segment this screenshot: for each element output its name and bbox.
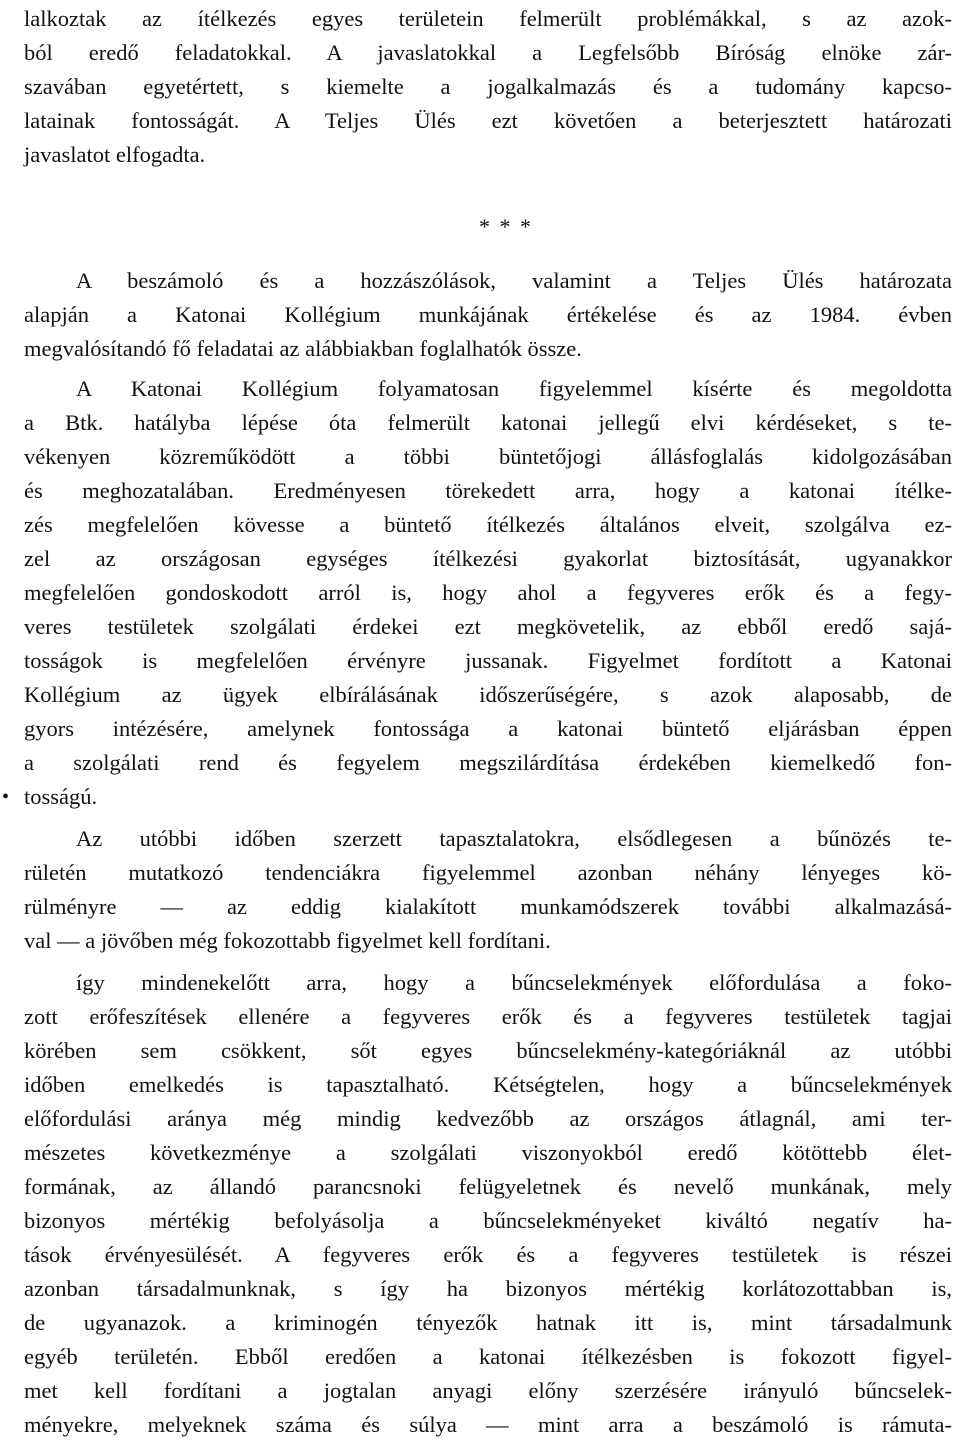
- text-line-content: tosságú.: [24, 784, 98, 809]
- paragraph-1: [24, 2, 952, 172]
- text-line: megvalósítandó fő feladatai az alábbiakban foglalhatók össze.: [24, 336, 582, 361]
- text-line: formának, az állandó parancsnoki felügyeletnek és nevelő munkának, mely: [24, 1174, 952, 1199]
- text-line: bizonyos mértékig befolyásolja a bűncselekményeket kiváltó negatív ha-: [24, 1208, 952, 1233]
- text-line: de ugyanazok. a kriminogén tényezők hatnak itt is, mint társadalmunk: [24, 1310, 952, 1335]
- text-line: veres testületek szolgálati érdekei ezt megkövetelik, az ebből eredő sajá-: [24, 614, 952, 639]
- text-line: időben emelkedés is tapasztalható. Kétségtelen, hogy a bűncselekmények: [24, 1072, 952, 1097]
- text-line: lalkoztak az ítélkezés egyes területein felmerült problémákkal, s az azok-: [24, 6, 952, 31]
- text-line: előfordulási aránya még mindig kedvezőbb az országos átlagnál, ami ter-: [24, 1106, 952, 1131]
- text-line: A beszámoló és a hozzászólások, valamint a Teljes Ülés határozata: [76, 268, 952, 293]
- text-line: szavában egyetértett, s kiemelte a jogalkalmazás és a tudomány kapcso-: [24, 74, 952, 99]
- text-line: rülményre — az eddig kialakított munkamódszerek további alkalmazásá-: [24, 894, 952, 919]
- text-line: javaslatot elfogadta.: [24, 142, 206, 167]
- text-line: a Btk. hatályba lépése óta felmerült katonai jellegű elvi kérdéseket, s te-: [24, 410, 952, 435]
- text-line: így mindenekelőtt arra, hogy a bűncselekmények előfordulása a foko-: [76, 970, 952, 995]
- text-line: gyors intézésére, amelynek fontossága a katonai büntető eljárásban éppen: [24, 716, 952, 741]
- text-line: zel az országosan egységes ítélkezési gyakorlat biztosítását, ugyanakkor: [24, 546, 952, 571]
- text-line: zés megfelelően kövesse a büntető ítélkezés általános elveit, szolgálva ez-: [24, 512, 952, 537]
- text-line: tások érvényesülését. A fegyveres erők és a fegyveres testületek is részei: [24, 1242, 952, 1267]
- text-line: azonban társadalmunknak, s így ha bizonyos mértékig korlátozottabban is,: [24, 1276, 952, 1301]
- text-line: tosságok is megfelelően érvényre jussanak. Figyelmet fordított a Katonai: [24, 648, 952, 673]
- text-line: a szolgálati rend és fegyelem megszilárdítása érdekében kiemelkedő fon-: [24, 750, 952, 775]
- text-line: A Katonai Kollégium folyamatosan figyelemmel kísérte és megoldotta: [76, 376, 952, 401]
- bullet-icon: •: [2, 786, 10, 808]
- text-line: Az utóbbi időben szerzett tapasztalatokra, elsődlegesen a bűnözés te-: [76, 826, 952, 851]
- text-line: Kollégium az ügyek elbírálásának időszerűségére, s azok alaposabb, de: [24, 682, 952, 707]
- text-line: mészetes következménye a szolgálati viszonyokból eredő kötöttebb élet-: [24, 1140, 952, 1165]
- text-line: és meghozatalában. Eredményesen törekedett arra, hogy a katonai ítélke-: [24, 478, 952, 503]
- text-line: latainak fontosságát. A Teljes Ülés ezt követően a beterjesztett határozati: [24, 108, 952, 133]
- text-line: rületén mutatkozó tendenciákra figyelemmel azonban néhány lényeges kö-: [24, 860, 952, 885]
- paragraph-5: [24, 966, 952, 1442]
- text-line: vékenyen közreműködött a többi büntetőjogi állásfoglalás kidolgozásában: [24, 444, 952, 469]
- section-separator: * * *: [479, 214, 533, 239]
- text-line: körében sem csökkent, sőt egyes bűncselekmény-kategóriáknál az utóbbi: [24, 1038, 952, 1063]
- text-line: ményekre, melyeknek száma és súlya — mint arra a beszámoló is rámuta-: [24, 1412, 952, 1437]
- text-line: zott erőfeszítések ellenére a fegyveres erők és a fegyveres testületek tagjai: [24, 1004, 952, 1029]
- text-line: met kell fordítani a jogtalan anyagi előny szerzésére irányuló bűncselek-: [24, 1378, 952, 1403]
- paragraph-4: [24, 822, 952, 958]
- paragraph-3: [2, 372, 952, 814]
- text-line: ból eredő feladatokkal. A javaslatokkal a Legfelsőbb Bíróság elnöke zár-: [24, 40, 952, 65]
- paragraph-2: [24, 264, 952, 366]
- text-line: val — a jövőben még fokozottabb figyelmet kell fordítani.: [24, 928, 551, 953]
- text-line: alapján a Katonai Kollégium munkájának értékelése és az 1984. évben: [24, 302, 952, 327]
- text-line: megfelelően gondoskodott arról is, hogy ahol a fegyveres erők és a fegy-: [24, 580, 952, 605]
- text-line: egyéb területén. Ebből eredően a katonai ítélkezésben is fokozott figyel-: [24, 1344, 952, 1369]
- text-line: [2, 780, 952, 814]
